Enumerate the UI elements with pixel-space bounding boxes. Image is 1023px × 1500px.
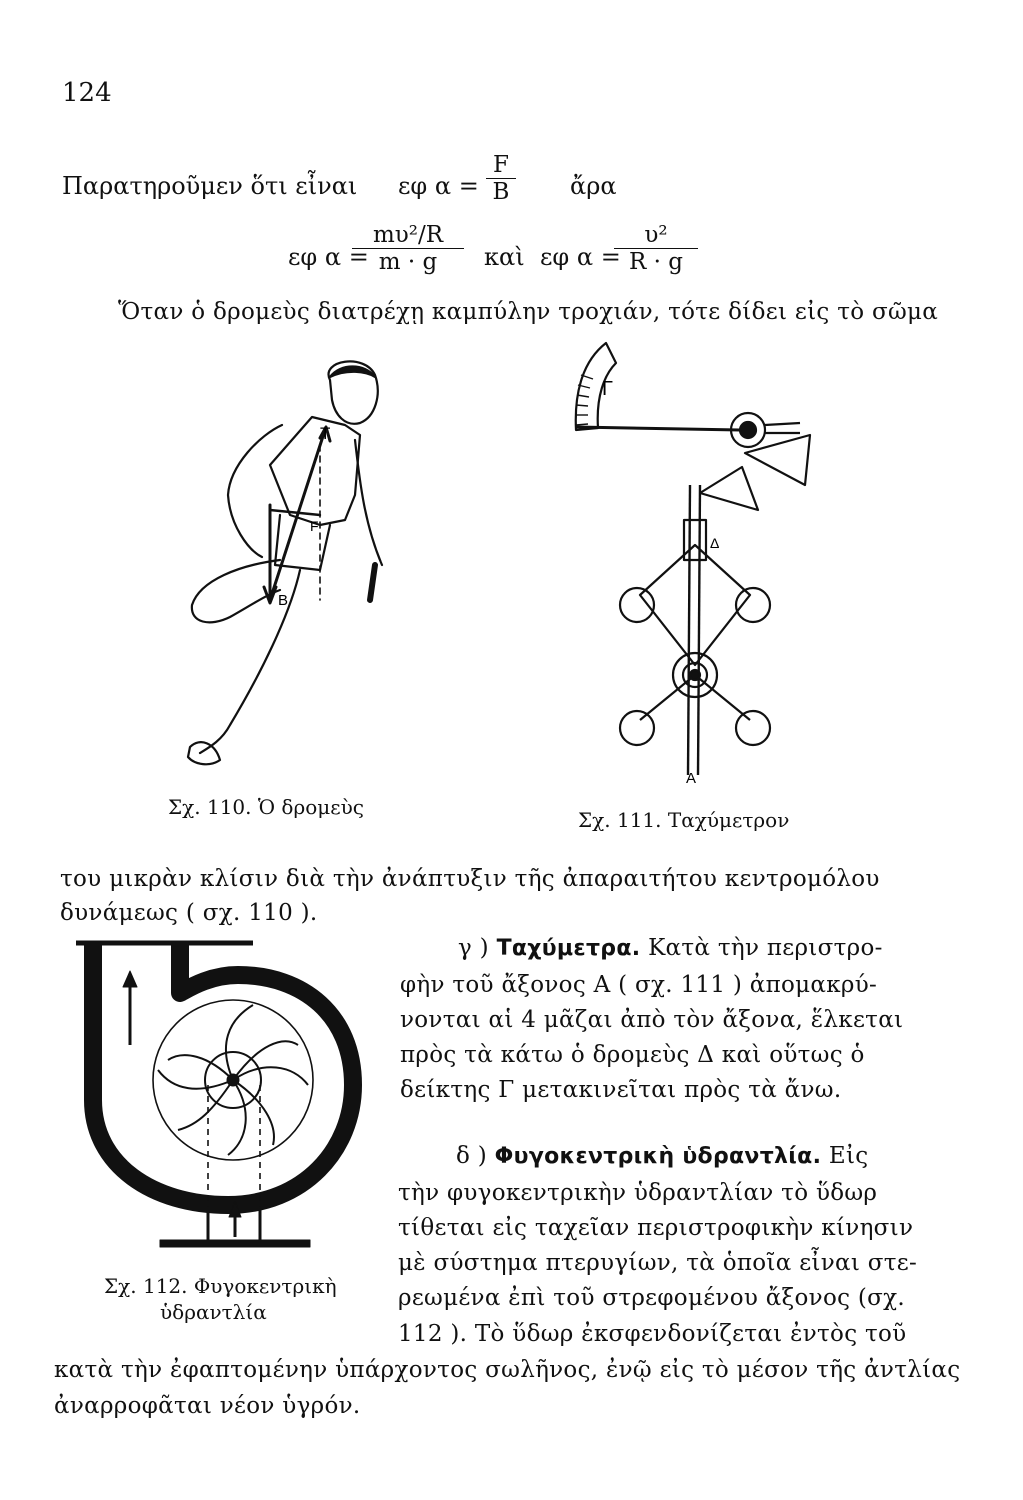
tach-spindle-right	[698, 485, 700, 775]
caption-fig-110: Σχ. 110. Ὁ δρομεὺς	[168, 795, 364, 819]
figure-110-runner	[170, 355, 410, 775]
runner-baton	[370, 565, 375, 600]
section-delta-line7: κατὰ τὴν ἐφαπτομένην ὑπάρχοντος σωλῆνος, ἐνῷ εἰς τὸ μέσον τῆς ἀντλίας	[54, 1357, 961, 1383]
section-gamma-line4: πρὸς τὰ κάτω ὁ δρομεὺς Δ καὶ οὕτως ὁ	[400, 1042, 865, 1068]
formula2b-denominator: R · g	[629, 249, 683, 275]
section-gamma-line5: δείκτης Γ μετακινεῖται πρὸς τὰ ἄνω.	[400, 1077, 842, 1103]
pump-shaft	[227, 1074, 239, 1086]
label-f: F	[310, 518, 319, 534]
section-delta-title: Φυγοκεντρικὴ ὑδραντλία.	[494, 1144, 822, 1169]
label-t: T	[320, 424, 331, 443]
figure-112-pump	[68, 935, 368, 1255]
tach-gear-axle-top	[765, 423, 800, 425]
formula2-lhs2: εφ α =	[540, 243, 621, 271]
tach-sector	[745, 435, 810, 485]
runner-torso	[270, 417, 360, 525]
label-alpha: A	[686, 770, 697, 787]
section-delta-line1-tail: Εἰς	[828, 1143, 869, 1169]
formula1-numerator: F	[486, 152, 516, 179]
pump-base	[160, 1240, 310, 1247]
tach-spindle-left	[688, 485, 690, 775]
section-delta-label: δ )	[456, 1143, 488, 1169]
formula2-numerator: mυ²/R	[352, 222, 464, 249]
caption-fig-112-line1: Σχ. 112. Φυγοκεντρικὴ	[104, 1274, 337, 1298]
tach-scale-ticks	[576, 375, 593, 425]
section-gamma-line1: Κατὰ τὴν περιστρο-	[648, 935, 883, 961]
tach-pointer	[576, 427, 740, 430]
formula2b-fraction	[614, 222, 698, 275]
formula2-denominator: m · g	[378, 249, 438, 275]
section-delta-line6: 112 ). Τὸ ὕδωρ ἐκσφενδονίζεται ἐντὸς τοῦ	[398, 1321, 907, 1347]
tach-hub-center	[690, 670, 700, 680]
vector-f	[270, 510, 320, 515]
page-number: 124	[62, 78, 112, 108]
formula2-fraction	[352, 222, 464, 275]
formula1-fraction	[486, 152, 516, 205]
label-b: B	[278, 592, 289, 609]
formula2b-numerator: υ²	[614, 222, 698, 249]
section-delta-heading	[456, 1143, 868, 1169]
formula1-denominator: B	[492, 179, 510, 205]
section-delta-line5: ρεωμένα ἐπὶ τοῦ στρεφομένου ἄξονος (σχ.	[398, 1285, 906, 1311]
paragraph-intro: Ὅταν ὁ δρομεὺς διατρέχῃ καμπύλην τροχιάν, τότε δίδει εἰς τὸ σῶμα	[118, 299, 939, 325]
section-delta-line8: ἀναρροφᾶται νέον ὑγρόν.	[54, 1393, 361, 1419]
paragraph-cont-line1: του μικρὰν κλίσιν διὰ τὴν ἀνάπτυξιν τῆς ἀπαραιτήτου κεντρομόλου	[60, 866, 880, 892]
tach-mass-4	[736, 711, 770, 745]
figure-111-tachometer	[560, 335, 830, 795]
label-delta: Δ	[710, 535, 720, 551]
tach-mass-3	[620, 711, 654, 745]
caption-fig-112-line2: ὑδραντλία	[160, 1300, 267, 1324]
section-delta-line2: τὴν φυγοκεντρικὴν ὑδραντλίαν τὸ ὕδωρ	[398, 1180, 878, 1206]
paragraph-cont-line2: δυνάμεως ( σχ. 110 ).	[60, 900, 318, 926]
section-gamma-title: Ταχύμετρα.	[496, 936, 641, 961]
formula2-and: καὶ	[484, 243, 525, 271]
formula2-lhs: εφ α =	[288, 243, 369, 271]
section-gamma-label: γ )	[458, 935, 489, 961]
label-gamma: Γ	[602, 378, 614, 400]
tach-gear-hub	[740, 422, 756, 438]
runner-arm-back	[228, 425, 282, 557]
formula1-tail: ἄρα	[570, 172, 617, 200]
section-delta-line3: τίθεται εἰς ταχεῖαν περιστροφικὴν κίνησιν	[398, 1215, 914, 1241]
caption-fig-111: Σχ. 111. Ταχύμετρον	[578, 808, 790, 832]
tach-linkage-upper	[640, 545, 750, 665]
runner-shoe	[188, 742, 220, 764]
tach-lever	[700, 467, 758, 510]
pump-outlet-arrowhead	[123, 971, 137, 987]
formula-intro-text: Παρατηροῦμεν ὅτι εἶναι	[62, 172, 358, 200]
tach-slider	[684, 520, 706, 560]
section-gamma-line2: φὴν τοῦ ἄξονος Α ( σχ. 111 ) ἀπομακρύ-	[400, 972, 878, 998]
formula1-lhs: εφ α =	[398, 172, 479, 200]
section-delta-line4: μὲ σύστημα πτερυγίων, τὰ ὁποῖα εἶναι στε-	[398, 1250, 918, 1276]
section-gamma-heading	[458, 935, 883, 961]
section-gamma-line3: νονται αἱ 4 μᾶζαι ἀπὸ τὸν ἄξονα, ἕλκεται	[400, 1007, 904, 1033]
